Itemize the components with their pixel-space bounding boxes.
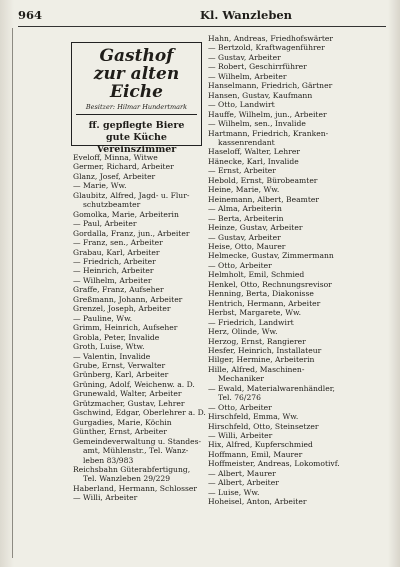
directory-entry: Hoffmeister, Andreas, Lokomotivf. [208,459,340,469]
directory-entry: — Alma, Arbeiterin [208,204,282,214]
directory-entry: Hahn, Andreas, Friedhofswärter [208,34,334,43]
directory-entry: — Wilhelm, Arbeiter [208,71,287,81]
directory-entry: Glaubitz, Alfred, Jagd- u. Flur- [73,190,190,200]
directory-entry: Heise, Otto, Maurer [208,241,286,251]
ad-line: ff. gepflegte Biere [88,120,185,131]
directory-entry: Hix, Alfred, Kupferschmied [208,440,313,450]
directory-entry: Grützmacher, Gustav, Lehrer [73,398,185,408]
directory-entry: schutzbeamter [83,200,141,210]
directory-entry: Hebold, Ernst, Bürobeamter [208,175,318,185]
directory-entry: — Ernst, Arbeiter [208,166,276,176]
directory-entry: Groth, Luise, Wtw. [73,342,145,352]
directory-entry: Glanz, Josef, Arbeiter [73,171,156,181]
directory-entry: — Paul, Arbeiter [73,219,137,229]
advertisement-box [71,42,202,155]
directory-entry: leben 83/983 [83,455,134,465]
directory-entry: — Wilhelm, sen., Invalide [208,119,306,129]
directory-entry: — Wilhelm, Arbeiter [73,275,152,285]
directory-entry: Grünberg, Karl, Arbeiter [73,370,169,380]
directory-entry: Hansen, Gustav, Kaufmann [208,90,313,100]
directory-entry: — Otto, Arbeiter [208,402,272,412]
directory-entry: Germer, Richard, Arbeiter [73,162,174,172]
directory-entry: Haseloff, Walter, Lehrer [208,147,300,157]
right-column [208,34,386,507]
directory-entry: Hänecke, Karl, Invalide [208,156,299,166]
directory-entry: Hesfer, Heinrich, Installateur [208,345,322,355]
directory-entry: Helmecke, Gustav, Zimmermann [208,251,334,261]
directory-entry: Hoheisel, Anton, Arbeiter [208,497,307,507]
directory-entry: Gordalla, Franz, jun., Arbeiter [73,228,190,238]
directory-entry: Heinze, Gustav, Arbeiter [208,223,303,233]
directory-entry: Hoffmann, Emil, Maurer [208,449,303,459]
directory-entry: Grüning, Adolf, Weichenw. a. D. [73,379,195,389]
directory-entry: Henning, Berta, Diakonisse [208,289,314,299]
directory-entry: — Otto, Arbeiter [208,260,272,270]
directory-entry: Herzog, Ernst, Rangierer [208,336,306,346]
directory-entry: — Friedrich, Arbeiter [73,256,156,266]
directory-entry: — Gustav, Arbeiter [208,52,281,62]
ad-owner: Besitzer: Hilmar Hundertmark [76,103,197,115]
directory-entry: Grunewald, Walter, Arbeiter [73,389,182,399]
directory-entry: Grobla, Peter, Invalide [73,332,160,342]
directory-entry: — Berta, Arbeiterin [208,213,284,223]
directory-entry: Hilger, Hermine, Arbeiterin [208,355,315,365]
directory-entry: Hille, Alfred, Maschinen- [208,364,305,374]
directory-entry: — Willi, Arbeiter [73,493,138,503]
directory-entry: Heinemann, Albert, Beamter [208,194,320,204]
directory-entry: Hirschfeld, Otto, Steinsetzer [208,421,319,431]
directory-entry: — Franz, sen., Arbeiter [73,238,163,248]
ad-title-line2: zur alten Eiche [93,64,180,102]
directory-entry: Grube, Ernst, Verwalter [73,360,166,370]
directory-entry: — Otto, Landwirt [208,100,275,110]
directory-entry: — Willi, Arbeiter [208,431,273,441]
directory-entry: Reichsbahn Güterabfertigung, [73,464,191,474]
page-title: Kl. Wanzleben [200,8,293,22]
directory-entry: Hanselmann, Friedrich, Gärtner [208,81,333,91]
book-spine-shadow [12,28,13,558]
directory-entry: Gomolka, Marie, Arbeiterin [73,209,179,219]
directory-entry: Gschwind, Edgar, Oberlehrer a. D. [73,408,206,418]
ad-line: gute Küche [106,132,167,143]
directory-entry: Hauffe, Wilhelm, jun., Arbeiter [208,109,327,119]
directory-entry: — Luise, Ww. [208,487,260,497]
directory-entry: Günther, Ernst, Arbeiter [73,427,167,437]
directory-entry: — Pauline, Ww. [73,313,133,323]
directory-entry: Hartmann, Friedrich, Kranken- [208,128,329,138]
directory-entry: Herbst, Margarete, Ww. [208,308,302,318]
directory-entry: Grabau, Karl, Arbeiter [73,247,160,257]
directory-entry: Greßmann, Johann, Arbeiter [73,294,183,304]
directory-entry: — Gustav, Arbeiter [208,232,281,242]
directory-entry: Tel. 76/276 [218,393,261,403]
directory-entry: — Ewald, Materialwarenhändler, [208,383,335,393]
directory-entry: — Heinrich, Arbeiter [73,266,154,276]
directory-entry: — Valentin, Invalide [73,351,151,361]
directory-entry: Helmholt, Emil, Schmied [208,270,305,280]
directory-entry: Grenzel, Joseph, Arbeiter [73,304,171,314]
page-header [18,8,388,26]
directory-entry: Mechaniker [218,374,264,384]
directory-entry: Hentrich, Hermann, Arbeiter [208,298,321,308]
directory-entry: — Albert, Arbeiter [208,478,279,488]
directory-entry: Heine, Marie, Ww. [208,185,280,195]
directory-entry: — Robert, Geschirrführer [208,62,307,72]
header-rule [18,26,386,27]
directory-entry: kassenrendant [218,137,275,147]
directory-entry: amt, Mühlenstr., Tel. Wanz- [83,446,189,456]
directory-entry: — Marie, Ww. [73,181,127,191]
directory-entry: — Friedrich, Landwirt [208,317,294,327]
page-number: 964 [18,8,43,22]
directory-entry: — Bertzold, Kraftwagenführer [208,43,325,53]
ad-line: Vereinszimmer [96,144,177,155]
directory-entry: Gemeindeverwaltung u. Standes- [73,436,202,446]
directory-entry: Haberland, Hermann, Schlosser [73,483,198,493]
directory-entry: Grimm, Heinrich, Aufseher [73,323,178,333]
directory-entry: — Albert, Maurer [208,468,276,478]
directory-entry: Tel. Wanzleben 29/229 [83,474,171,484]
ad-lines [72,120,201,156]
directory-entry: Hirschfeld, Emma, Ww. [208,412,299,422]
directory-entry: Graffe, Franz, Aufseher [73,285,164,295]
ad-title-line1: Gasthof [99,46,174,66]
directory-entry: Gurgadies, Marie, Köchin [73,417,172,427]
left-column [73,153,205,503]
directory-entry: Herz, Olinde, Ww. [208,327,278,337]
directory-entry: Eveloff, Minna, Witwe [73,153,158,162]
directory-entry: Henkel, Otto, Rechnungsrevisor [208,279,332,289]
